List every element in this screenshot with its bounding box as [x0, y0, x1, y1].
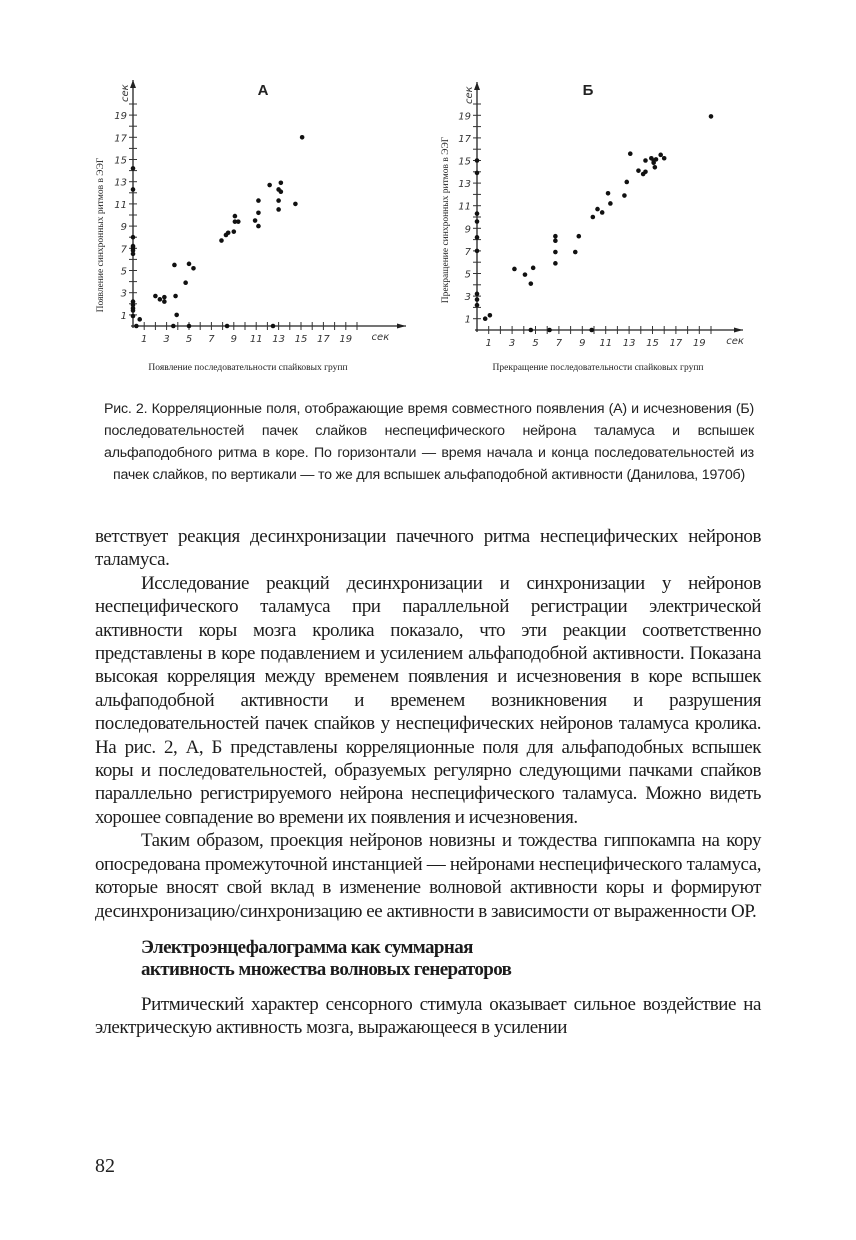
data-point	[131, 252, 136, 257]
data-point	[643, 158, 648, 163]
data-point	[187, 262, 192, 267]
y-tick-label: 17	[458, 133, 471, 145]
data-point	[553, 261, 558, 266]
data-point	[134, 324, 139, 329]
data-point	[608, 201, 613, 206]
y-tick-label: 13	[114, 177, 127, 189]
x-tick-label: 19	[339, 334, 353, 345]
data-point	[162, 295, 167, 300]
y-tick-label: 15	[114, 155, 127, 167]
data-point	[529, 281, 534, 286]
data-point	[622, 193, 627, 198]
x-tick-label: 1	[141, 334, 148, 345]
data-point	[709, 114, 714, 119]
data-point	[553, 234, 558, 239]
data-point	[137, 317, 142, 322]
data-point	[131, 235, 136, 240]
section-heading-line-1: Электроэнцефалограмма как суммарная	[141, 936, 473, 958]
x-tick-label: 17	[669, 338, 683, 349]
x-tick-label: 1	[485, 338, 492, 349]
data-point	[233, 214, 238, 219]
x-axis-arrow	[397, 324, 406, 329]
y-tick-label: 7	[464, 246, 471, 258]
y-unit-label: сек	[464, 86, 475, 104]
y-tick-label: 13	[458, 179, 471, 191]
y-tick-label: 3	[464, 292, 471, 304]
data-point	[475, 219, 480, 224]
body-text	[95, 525, 761, 1040]
data-point	[475, 171, 480, 176]
data-point	[475, 235, 480, 240]
data-point	[475, 292, 480, 297]
data-point	[300, 135, 305, 140]
data-point	[606, 191, 611, 196]
x-tick-label: 3	[163, 334, 170, 345]
data-point	[523, 272, 528, 277]
data-point	[553, 238, 558, 243]
x-unit-label: сек	[726, 336, 744, 347]
x-tick-label: 13	[272, 334, 285, 345]
data-point	[232, 229, 237, 234]
paragraph-2: Исследование реакций десинхронизации и синхронизации у нейронов неспецифического таламуса при параллельной регистрации электрической активности коры мозга кролика показало, что эти реакции соответственно представлены в коре подавлением и усилением альфаподобной активности. Показана высокая корреляция между временем появления и исчезновения в коре вспышек альфаподобной активности и временем возникновения и разрушения последовательностей пачек спайков у неспецифических нейронов таламуса кролика. На рис. 2, А, Б представлены корреляционные поля для альфаподобных вспышек коры и последовательностей, образуемых регулярно следующими пачками спайков параллельно регистрируемого нейрона неспецифического таламуса. Можно видеть хорошее совпадение во времени их появления и исчезновения.	[95, 572, 761, 828]
data-point	[636, 168, 641, 173]
data-point	[172, 263, 177, 268]
data-point	[553, 250, 558, 255]
y-axis-title: Появление синхронных ритмов в ЭЭГ	[96, 157, 106, 313]
data-point	[173, 294, 178, 299]
data-point	[174, 313, 179, 318]
data-point	[512, 267, 517, 272]
data-point	[236, 219, 241, 224]
data-point	[256, 224, 261, 229]
x-tick-label: 5	[532, 338, 539, 349]
y-tick-label: 9	[120, 222, 127, 234]
y-tick-label: 5	[120, 266, 127, 278]
data-point	[293, 202, 298, 207]
y-tick-label: 19	[458, 111, 471, 123]
data-point	[589, 328, 594, 333]
x-tick-label: 13	[622, 338, 636, 349]
data-point	[595, 207, 600, 212]
y-tick-label: 5	[464, 269, 471, 281]
data-point	[488, 313, 493, 318]
x-axis-title: Прекращение последовательности спайковых групп	[492, 363, 704, 373]
data-point	[191, 266, 196, 271]
data-point	[628, 151, 633, 156]
data-point	[225, 324, 230, 329]
data-point	[187, 324, 192, 329]
paragraph-1: ветствует реакция десинхронизации пачечного ритма неспецифических нейронов таламуса.	[95, 526, 761, 571]
y-tick-label: 3	[120, 288, 127, 300]
data-point	[624, 180, 629, 185]
data-point	[547, 328, 552, 333]
x-tick-label: 11	[249, 334, 263, 345]
data-point	[643, 170, 648, 175]
data-point	[256, 198, 261, 203]
data-point	[653, 165, 658, 170]
section-heading	[141, 937, 761, 981]
y-axis-title: Прекращение синхронных ритмов в ЭЭГ	[441, 136, 451, 304]
data-point	[271, 324, 276, 329]
x-tick-label: 9	[230, 334, 237, 345]
figure-2	[88, 70, 778, 380]
data-point	[171, 324, 176, 329]
data-point	[475, 297, 480, 302]
x-tick-label: 11	[599, 338, 613, 349]
y-tick-label: 19	[114, 111, 127, 123]
x-tick-label: 19	[692, 338, 706, 349]
page-number: 82	[95, 1155, 115, 1177]
data-point	[576, 234, 581, 239]
y-tick-label: 11	[114, 199, 127, 211]
data-point	[131, 314, 136, 319]
data-point	[253, 218, 258, 223]
panel-title: Б	[582, 82, 594, 99]
data-point	[153, 294, 158, 299]
x-tick-label: 15	[294, 334, 308, 345]
data-point	[591, 215, 596, 220]
paragraph-4: Ритмический характер сенсорного стимула оказывает сильное воздействие на электрическую активность мозга, выражающееся в усилении	[95, 993, 761, 1039]
y-unit-label: сек	[120, 84, 131, 102]
x-tick-label: 3	[508, 338, 516, 349]
y-tick-label: 1	[464, 314, 471, 326]
data-point	[267, 183, 272, 188]
figure-caption: Рис. 2. Корреляционные поля, отображающие время совместного появления (А) и исчезновения (Б) последовательностей пачек слайков неспецифического нейрона таламуса и вспышек альфаподобного ритма в коре. По горизонтали — время начала и конца последовательностей из пачек слайков, по вертикали — то же для вспышек альфаподобной активности (Данилова, 1970б)	[104, 401, 754, 483]
data-point	[131, 187, 136, 192]
data-point	[226, 230, 231, 235]
data-point	[279, 181, 284, 186]
data-point	[276, 198, 281, 203]
x-tick-label: 17	[317, 334, 330, 345]
data-point	[475, 158, 480, 163]
x-tick-label: 9	[579, 338, 586, 349]
paragraph-3: Таким образом, проекция нейронов новизны и тождества гиппокампа на кору опосредована промежуточной инстанцией — нейронами неспецифического таламуса, которые вносят свой вклад в изменение волновой активности коры и формируют десинхронизацию/синхронизацию ее активности в зависимости от выраженности ОР.	[95, 830, 761, 922]
x-tick-label: 7	[555, 338, 563, 349]
data-point	[475, 211, 480, 216]
data-point	[158, 297, 163, 302]
chart-b	[433, 70, 778, 380]
data-point	[162, 299, 167, 304]
data-point	[658, 153, 663, 158]
data-point	[483, 316, 488, 321]
x-tick-label: 7	[208, 334, 215, 345]
section-heading-line-2: активность множества волновых генераторов	[141, 958, 512, 980]
data-point	[219, 238, 224, 243]
data-point	[131, 308, 136, 313]
data-point	[475, 303, 480, 308]
y-tick-label: 1	[120, 310, 127, 322]
data-point	[573, 250, 578, 255]
x-axis-title: Появление последовательности спайковых групп	[148, 363, 348, 373]
data-point	[531, 266, 536, 271]
panel-title: А	[257, 82, 269, 99]
y-tick-label: 7	[120, 244, 127, 256]
y-tick-label: 11	[458, 201, 471, 213]
x-tick-label: 5	[185, 334, 193, 345]
data-point	[662, 156, 667, 161]
y-tick-label: 17	[114, 133, 127, 145]
chart-a	[88, 70, 433, 380]
data-point	[131, 166, 136, 171]
data-point	[600, 210, 605, 215]
data-point	[256, 210, 261, 215]
data-point	[654, 157, 659, 162]
data-point	[279, 189, 284, 194]
x-axis-arrow	[734, 328, 743, 333]
data-point	[276, 207, 281, 212]
data-point	[183, 280, 188, 285]
y-tick-label: 9	[464, 224, 471, 236]
data-point	[475, 249, 480, 254]
y-tick-label: 15	[458, 156, 471, 168]
x-unit-label: сек	[371, 332, 390, 343]
data-point	[529, 328, 534, 333]
x-tick-label: 15	[646, 338, 659, 349]
